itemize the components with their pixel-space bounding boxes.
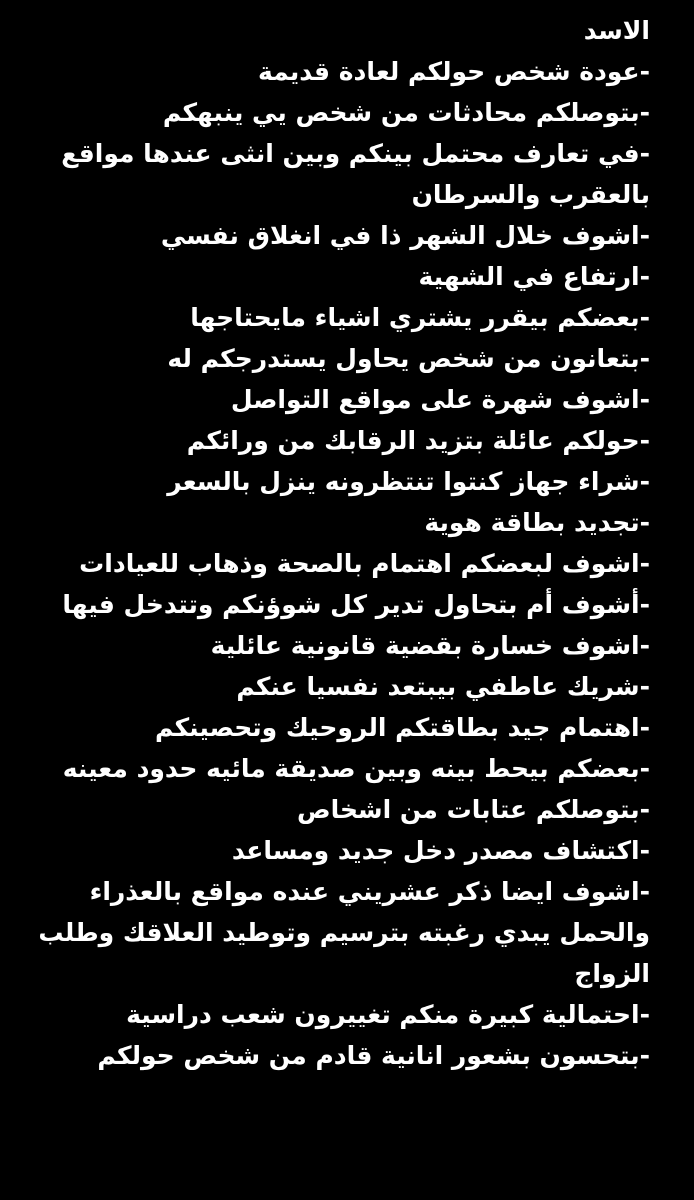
list-item: -في تعارف محتمل بينكم وبين انثى عندها مواقع xyxy=(61,139,650,168)
list-item: -بتعانون من شخص يحاول يستدرجكم له xyxy=(167,344,650,373)
document-title: الاسد xyxy=(583,16,650,45)
list-item: -أشوف أم بتحاول تدير كل شوؤنكم وتتدخل فيها xyxy=(62,590,650,619)
list-item: -اشوف لبعضكم اهتمام بالصحة وذهاب للعيادات xyxy=(79,549,650,578)
list-item: -احتمالية كبيرة منكم تغييرون شعب دراسية xyxy=(126,1000,650,1029)
list-item: -حولكم عائلة بتزيد الرقابك من ورائكم xyxy=(186,426,650,455)
list-item: -بعضكم بيحط بينه وبين صديقة مائيه حدود معينه xyxy=(62,754,650,783)
notes-text xyxy=(20,10,650,1076)
list-item: -اهتمام جيد بطاقتكم الروحيك وتحصينكم xyxy=(155,713,650,742)
list-item: -اشوف خسارة بقضية قانونية عائلية xyxy=(210,631,650,660)
list-item: -بتحسون بشعور انانية قادم من شخص حولكم xyxy=(97,1041,650,1070)
list-item: -بعضكم بيقرر يشتري اشياء مايحتاجها xyxy=(190,303,650,332)
list-item: -شراء جهاز كنتوا تنتظرونه ينزل بالسعر xyxy=(167,467,650,496)
list-item: الزواج xyxy=(574,959,650,988)
list-item: -ارتفاع في الشهية xyxy=(418,262,650,291)
list-item: -اشوف ايضا ذكر عشريني عنده مواقع بالعذراء xyxy=(89,877,650,906)
list-item: -بتوصلكم محادثات من شخص يي ينبهكم xyxy=(162,98,650,127)
list-item: بالعقرب والسرطان xyxy=(411,180,650,209)
list-item: -اشوف شهرة على مواقع التواصل xyxy=(230,385,650,414)
list-item: -عودة شخص حولكم لعادة قديمة xyxy=(257,57,650,86)
list-item: -شريك عاطفي بيبتعد نفسيا عنكم xyxy=(236,672,650,701)
list-item: -بتوصلكم عتابات من اشخاص xyxy=(297,795,650,824)
list-item: -اشوف خلال الشهر ذا في انغلاق نفسي xyxy=(160,221,650,250)
list-item: -تجديد بطاقة هوية xyxy=(424,508,650,537)
list-item: -اكتشاف مصدر دخل جديد ومساعد xyxy=(231,836,650,865)
list-item: والحمل يبدي رغبته بترسيم وتوطيد العلاقك وطلب xyxy=(38,918,650,947)
